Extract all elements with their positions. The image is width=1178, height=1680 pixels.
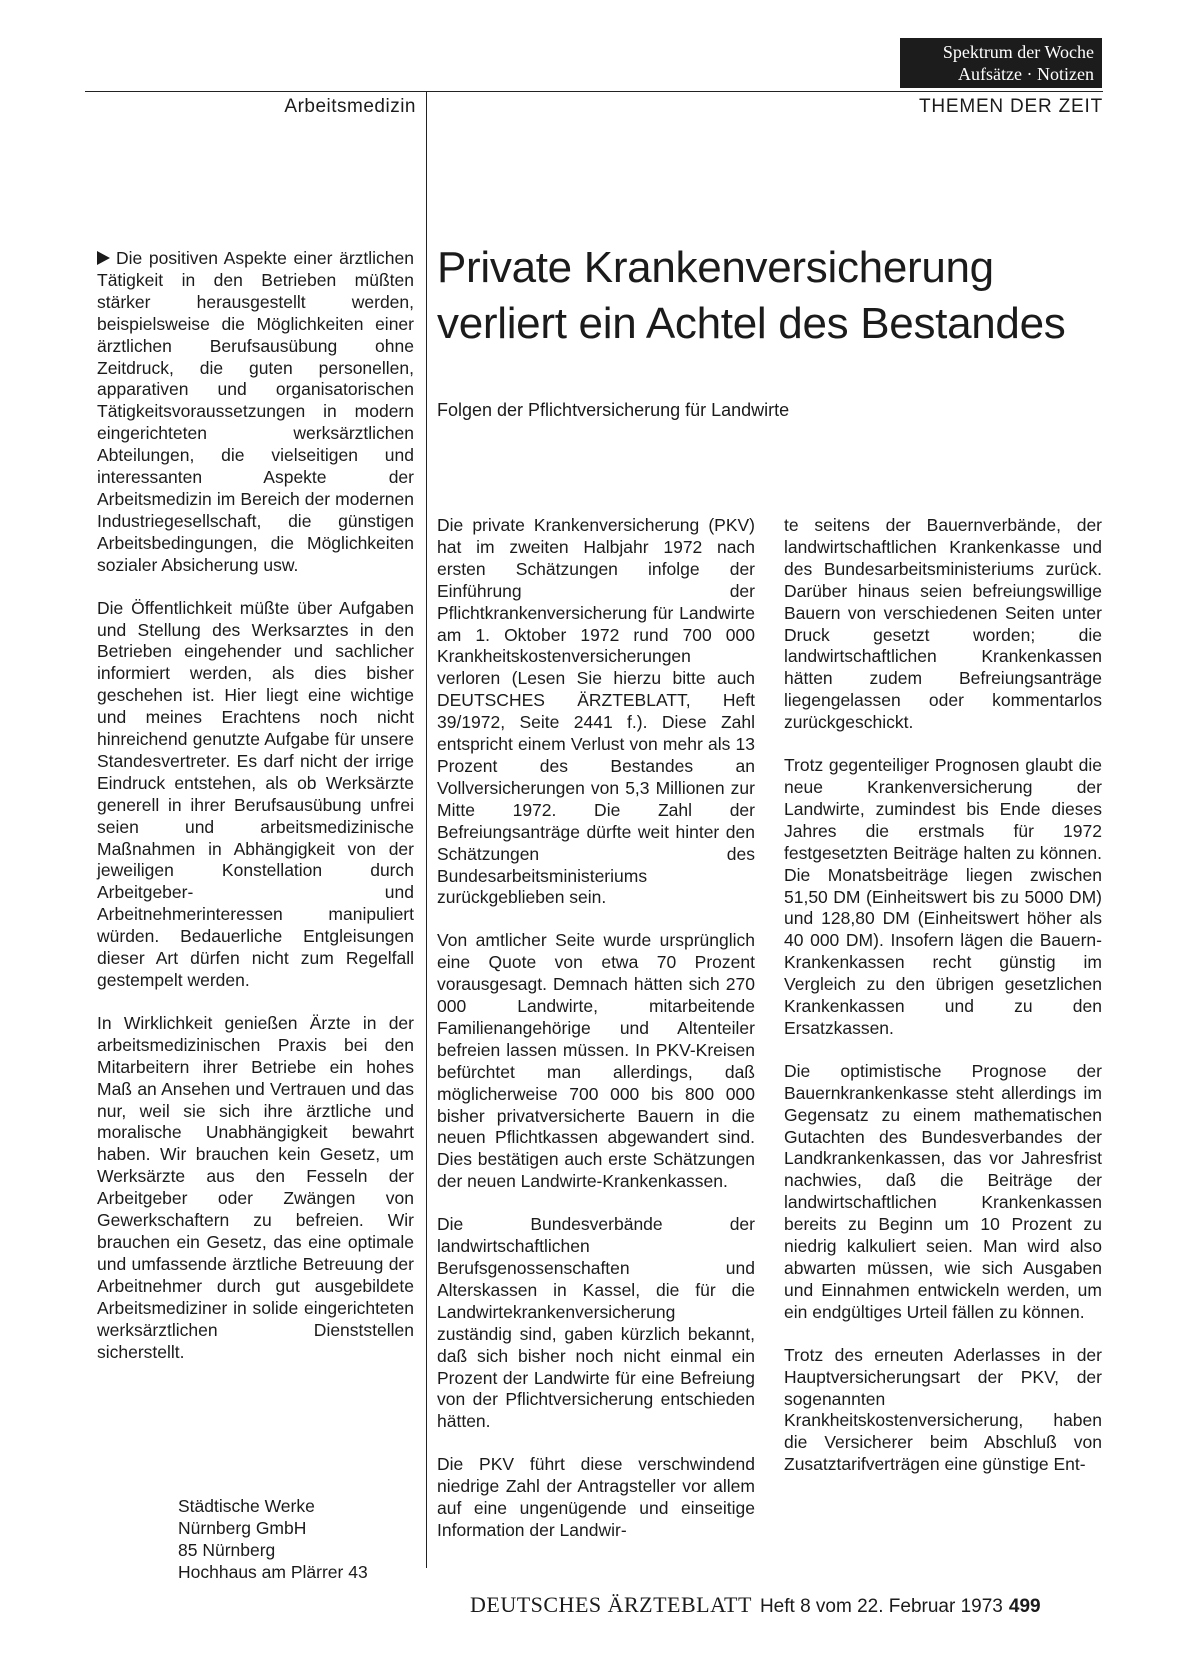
left-paragraph-3: In Wirklichkeit genießen Ärzte in der arbeitsmedizinischen Praxis bei den Mitarbeitern ihrer Betriebe ein hohes Maß an Ansehen und Vertrauen und das nur, weil sie sich ihre ärztliche und moralische Unabhängigkeit bewahrt haben. Wir brauchen kein Gesetz, um Werksärzte aus den Fesseln der Arbeitgeber oder Zwängen von Gewerkschaftern zu befreien. Wir brauchen ein Gesetz, das eine optimale und umfassende ärztliche Betreuung der Arbeitnehmer durch gut ausgebildete Arbeitsmediziner in solide eingerichteten werksärztlichen Dienststellen sicherstellt. bbox=[97, 1012, 414, 1362]
right-column bbox=[784, 515, 1102, 1497]
left-paragraph-1 bbox=[97, 248, 414, 577]
address-line2: Nürnberg GmbH bbox=[178, 1518, 307, 1538]
right-paragraph-4: Trotz des erneuten Aderlasses in der Hauptversicherungsart der PKV, der sogenannten Krankheitskostenversicherung, haben die Versicherer beim Abschluß von Zusatztarifverträgen eine günstige Ent- bbox=[784, 1344, 1102, 1475]
right-paragraph-2: Trotz gegenteiliger Prognosen glaubt die neue Krankenversicherung der Landwirte, zumindest bis Ende dieses Jahres die erstmals für 1972 festgesetzten Beiträge halten zu können. Die Monatsbeiträge liegen zwischen 51,50 DM (Einheitswert bis zu 5000 DM) und 128,80 DM (Einheitswert höher als 40 000 DM). Insofern lägen die Bauern-Krankenkassen recht günstig im Vergleich zu den übrigen gesetzlichen Krankenkassen und zu den Ersatzkassen. bbox=[784, 755, 1102, 1038]
arrow-right-icon bbox=[97, 251, 110, 265]
page-number: 499 bbox=[1008, 1596, 1041, 1617]
masthead: DEUTSCHES ÄRZTEBLATT bbox=[470, 1592, 752, 1617]
article-title bbox=[437, 240, 1107, 352]
article-subtitle: Folgen der Pflichtversicherung für Landwirte bbox=[437, 400, 790, 420]
address-line1: Städtische Werke bbox=[178, 1496, 315, 1516]
issue-info: Heft 8 vom 22. Februar 1973 bbox=[759, 1596, 1003, 1617]
article-title-line1: Private Krankenversicherung bbox=[437, 243, 994, 292]
middle-paragraph-4: Die PKV führt diese verschwindend niedrige Zahl der Antragsteller vor allem auf eine ungenügende und einseitige Information der Landwir- bbox=[437, 1454, 755, 1540]
header-rule bbox=[85, 91, 1103, 92]
address-line3: 85 Nürnberg bbox=[178, 1540, 276, 1560]
right-paragraph-3: Die optimistische Prognose der Bauernkrankenkasse steht allerdings im Gegensatz zu einem mathematischen Gutachten des Bundesverbandes der Landkrankenkassen, das vor Jahresfrist nachwies, daß die Beiträge der landwirtschaftlichen Krankenkassen bereits zu Beginn um 10 Prozent zu niedrig kalkuliert seien. Man wird also abwarten müssen, wie sich Ausgaben und Einnahmen entwickeln werden, um ein endgültiges Urteil fällen zu können. bbox=[784, 1060, 1102, 1322]
section-label-right: THEMEN DER ZEIT bbox=[918, 96, 1103, 117]
box-label-line2: Aufsätze · Notizen bbox=[958, 64, 1094, 84]
middle-column bbox=[437, 515, 755, 1563]
section-label-left: Arbeitsmedizin bbox=[284, 96, 416, 117]
middle-paragraph-2: Von amtlicher Seite wurde ursprünglich eine Quote von etwa 70 Prozent vorausgesagt. Demnach hätten sich 270 000 Landwirte, mitarbeitende Familienangehörige und Altenteiler befreien lassen müssen. In PKV-Kreisen befürchtet man allerdings, daß möglicherweise 700 000 bis 800 000 bisher privatversicherte Bauern in die neuen Pflichtkassen abgewandert sind. Dies bestätigen auch erste Schätzungen der neuen Landwirte-Krankenkassen. bbox=[437, 930, 755, 1192]
left-paragraph-2: Die Öffentlichkeit müßte über Aufgaben und Stellung des Werksarztes in den Betrieben eingehender und sachlicher informiert werden, als dies bisher geschehen ist. Hier liegt eine wichtige und meines Erachtens noch nicht hinreichend genutzte Aufgabe für unsere Standesvertreter. Es darf nicht der irrige Eindruck entstehen, als ob Werksärzte generell in ihrer Berufsausübung unfrei seien und arbeitsmedizinische Maßnahmen in Abhängigkeit von der jeweiligen Konstellation durch Arbeitgeber- und Arbeitnehmerinteressen manipuliert würden. Bedauerliche Entgleisungen dieser Art dürfen nicht zum Regelfall gestempelt werden. bbox=[97, 597, 414, 990]
page-footer bbox=[470, 1592, 1110, 1618]
middle-paragraph-3: Die Bundesverbände der landwirtschaftlichen Berufsgenossenschaften und Alterskassen in Kassel, die für die Landwirtekrankenversicherung zuständig sind, gaben kürzlich bekannt, daß sich bisher noch nicht einmal ein Prozent der Landwirte für eine Befreiung von der Pflichtversicherung entschieden hätten. bbox=[437, 1214, 755, 1432]
address-line4: Hochhaus am Plärrer 43 bbox=[178, 1562, 368, 1582]
column-divider bbox=[426, 92, 427, 1568]
section-box-label bbox=[900, 38, 1102, 88]
left-column bbox=[97, 248, 414, 1384]
box-label-line1: Spektrum der Woche bbox=[942, 42, 1094, 62]
left-paragraph-1-text: Die positiven Aspekte einer ärztlichen Tätigkeit in den Betrieben müßten stärker herausgestellt werden, beispielsweise die Möglichkeiten einer ärztlichen Berufsausübung ohne Zeitdruck, die guten personellen, apparativen und organisatorischen Tätigkeitsvoraussetzungen in modern eingerichteten werksärztlichen Abteilungen, die vielseitigen und interessanten Aspekte der Arbeitsmedizin im Bereich der modernen Industriegesellschaft, die günstigen Arbeitsbedingungen, die Möglichkeiten sozialer Absicherung usw. bbox=[97, 248, 414, 575]
author-address bbox=[178, 1495, 418, 1583]
article-title-line2: verliert ein Achtel des Bestandes bbox=[437, 299, 1066, 348]
middle-paragraph-1: Die private Krankenversicherung (PKV) hat im zweiten Halbjahr 1972 nach ersten Schätzungen infolge der Einführung der Pflichtkrankenversicherung für Landwirte am 1. Oktober 1972 rund 700 000 Krankheitskostenversicherungen verloren (Lesen Sie hierzu bitte auch DEUTSCHES ÄRZTEBLATT, Heft 39/1972, Seite 2441 f.). Diese Zahl entspricht einem Verlust von mehr als 13 Prozent des Bestandes an Vollversicherungen von 5,3 Millionen zur Mitte 1972. Die Zahl der Befreiungsanträge dürfte weit hinter den Schätzungen des Bundesarbeitsministeriums zurückgeblieben sein. bbox=[437, 515, 755, 908]
right-paragraph-1: te seitens der Bauernverbände, der landwirtschaftlichen Krankenkasse und des Bundesarbeitsministeriums zurück. Darüber hinaus seien befreiungswillige Bauern von verschiedenen Seiten unter Druck gesetzt worden; die landwirtschaftlichen Krankenkassen hätten zudem Befreiungsanträge liegengelassen oder kommentarlos zurückgeschickt. bbox=[784, 515, 1102, 733]
